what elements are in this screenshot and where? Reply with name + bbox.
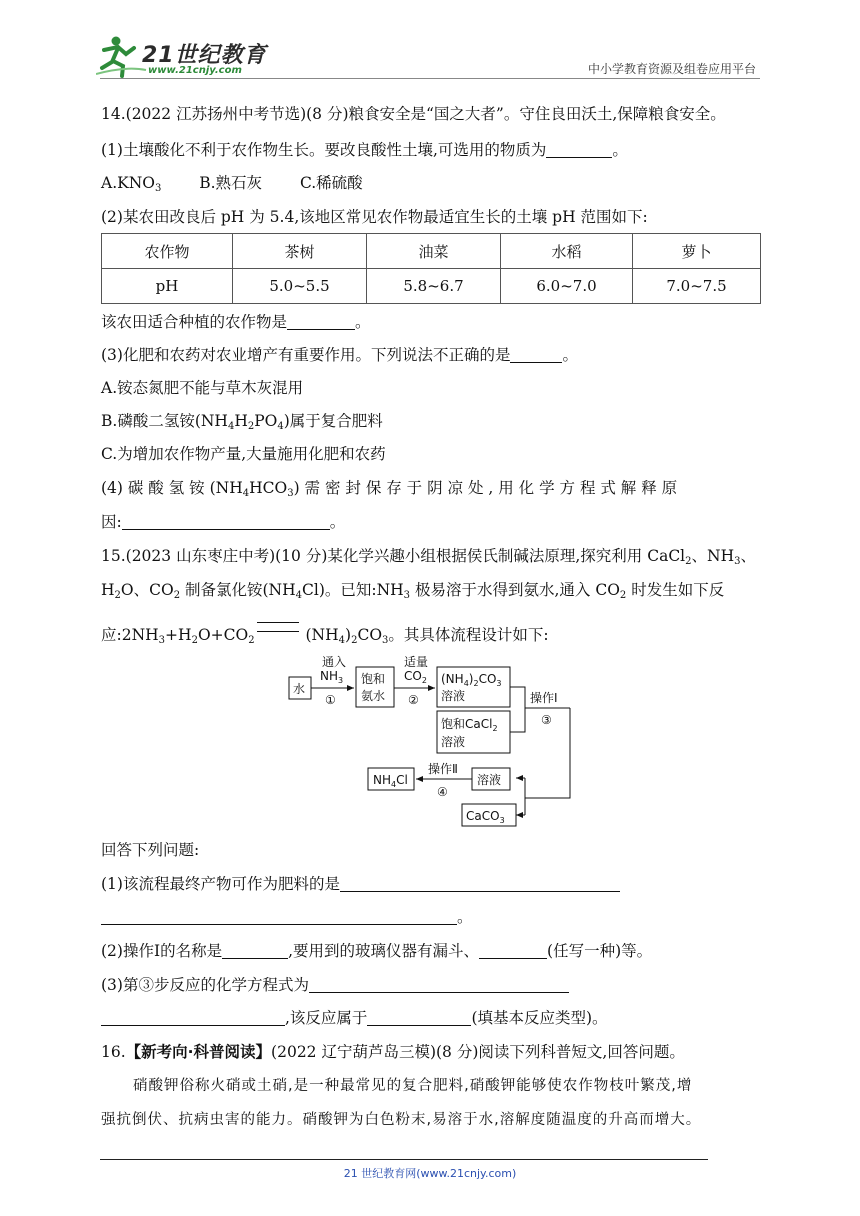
- q15-answer-intro: 回答下列问题:: [101, 841, 200, 859]
- reaction-equals-sign: [257, 622, 299, 632]
- q14-part4: (4) 碳 酸 氢 铵 $(NH_4HCO_3)$ 需 密 封 保 存 于 阴 凉 处 , 用 化 学 方 程 式 解 释 原: [101, 479, 678, 499]
- header-logo: [96, 34, 266, 78]
- table-cell: 萝卜: [633, 234, 761, 269]
- step-number: ①: [325, 693, 336, 707]
- q14-options1: $A.KNO_3$ B.熟石灰 C.稀硫酸: [101, 174, 363, 194]
- q14-option-c: C.为增加农作物产量,大量施用化肥和农药: [101, 445, 386, 463]
- ph-table: [101, 233, 761, 304]
- table-cell: 5.0~5.5: [233, 269, 367, 304]
- logo-url: www.21cnjy.com: [148, 65, 242, 76]
- box-label: $NH_4Cl$: [373, 773, 408, 789]
- q15-answer2: (2)操作Ⅰ的名称是 ,要用到的玻璃仪器有漏斗、 (任写一种)等。: [101, 942, 653, 960]
- q14-part4-answer: 因: 。: [101, 513, 346, 531]
- step-number: ③: [541, 713, 552, 727]
- q15-line1: 15.(2023 山东枣庄中考)(10 分)某化学兴趣小组根据侯氏制碱法原理,探究利用 CaCl$_2$、$NH_3$、: [101, 547, 756, 567]
- step-number: ④: [437, 785, 448, 799]
- q15-answer1-cont: 。: [101, 907, 473, 927]
- table-cell: 茶树: [233, 234, 367, 269]
- table-cell: 油菜: [367, 234, 501, 269]
- box-label: 氨水: [361, 689, 386, 703]
- answer-blank[interactable]: [367, 1009, 471, 1026]
- q14-part3: (3)化肥和农药对农业增产有重要作用。下列说法不正确的是 。: [101, 346, 578, 364]
- box-label: 溶液: [477, 773, 502, 787]
- step-label: 通入: [322, 655, 347, 669]
- box-label: 饱和: [361, 672, 386, 686]
- table-row: [102, 269, 761, 304]
- q14-option-b: B.磷酸二氢铵$(NH_4H_2PO_4)$属于复合肥料: [101, 412, 383, 432]
- q15-answer1: (1)该流程最终产物可作为肥料的是: [101, 874, 620, 894]
- footer-site[interactable]: 21 世纪教育网(www.21cnjy.com): [343, 1167, 517, 1180]
- box-label: 饱和CaCl$_2$: [441, 717, 498, 733]
- q16-title: 16.【新考向·科普阅读】(2022 辽宁葫芦岛三模)(8 分)阅读下列科普短文,回答问题。: [101, 1043, 685, 1061]
- q15-line2: $H_2O$、$CO_2$ 制备氯化铵$(NH_4Cl)$。已知$:NH_3$ 极易溶于水得到氨水,通入 $CO_2$ 时发生如下反: [101, 581, 725, 601]
- answer-blank[interactable]: [122, 513, 330, 530]
- operation-label: 操作Ⅱ: [428, 762, 458, 776]
- table-cell: pH: [102, 269, 233, 304]
- q14-intro: 14.(2022 江苏扬州中考节选)(8 分)粮食安全是“国之大者”。守住良田沃土,保障粮食安全。: [101, 105, 726, 123]
- answer-blank[interactable]: [309, 976, 569, 993]
- answer-blank[interactable]: [287, 313, 355, 330]
- step-number: ②: [408, 693, 419, 707]
- footer-divider: [100, 1159, 708, 1160]
- q15-answer3: (3)第③步反应的化学方程式为: [101, 975, 569, 995]
- box-label: 溶液: [441, 735, 466, 749]
- answer-blank[interactable]: [546, 141, 612, 158]
- box-label: 溶液: [441, 689, 466, 703]
- header-divider: [100, 78, 760, 79]
- answer-blank[interactable]: [510, 346, 562, 363]
- q14-part2-answer: 该农田适合种植的农作物是 。: [101, 313, 371, 331]
- answer-blank[interactable]: [101, 1009, 285, 1026]
- box-label: CaCO$_3$: [466, 809, 505, 825]
- q14-part2: (2)某农田改良后 pH 为 5.4,该地区常见农作物最适宜生长的土壤 pH 范围如下:: [101, 208, 648, 226]
- table-row: [102, 234, 761, 269]
- operation-label: 操作Ⅰ: [530, 691, 558, 705]
- table-cell: 5.8~6.7: [367, 269, 501, 304]
- step-label: 适量: [404, 655, 429, 669]
- table-cell: 农作物: [102, 234, 233, 269]
- table-cell: 6.0~7.0: [501, 269, 633, 304]
- flow-line: [510, 687, 525, 732]
- q14-part1: (1)土壤酸化不利于农作物生长。要改良酸性土壤,可选用的物质为 。: [101, 141, 628, 159]
- q16-tag: 【新考向·科普阅读】: [125, 1043, 272, 1061]
- answer-blank[interactable]: [479, 942, 547, 959]
- q16-reading-line2: 强抗倒伏、抗病虫害的能力。硝酸钾为白色粉末,易溶于水,溶解度随温度的升高而增大。: [101, 1112, 702, 1128]
- q15-line3: 应$:2NH_3+H_2O+CO_2$ $(NH_4)_2CO_3$。其具体流程设计如下:: [101, 622, 549, 645]
- table-cell: 水稻: [501, 234, 633, 269]
- answer-blank[interactable]: [222, 942, 288, 959]
- q14-option-a: A.铵态氮肥不能与草木灰混用: [101, 379, 304, 397]
- step-label: $NH_3$: [320, 669, 344, 685]
- table-cell: 7.0~7.5: [633, 269, 761, 304]
- logo-text: 21世纪教育: [142, 43, 267, 68]
- answer-blank[interactable]: [101, 908, 457, 925]
- answer-blank[interactable]: [340, 875, 620, 892]
- process-flow-diagram: [280, 650, 600, 830]
- box-label: $(NH_4)_2CO_3$: [441, 672, 502, 688]
- q15-answer3-cont: ,该反应属于 (填基本反应类型)。: [101, 1008, 608, 1028]
- step-label: $CO_2$: [404, 669, 427, 685]
- q16-reading-line1: 硝酸钾俗称火硝或土硝,是一种最常见的复合肥料,硝酸钾能够使农作物枝叶繁茂,增: [133, 1078, 693, 1094]
- platform-name: 中小学教育资源及组卷应用平台: [587, 62, 756, 76]
- water-label: 水: [293, 682, 306, 696]
